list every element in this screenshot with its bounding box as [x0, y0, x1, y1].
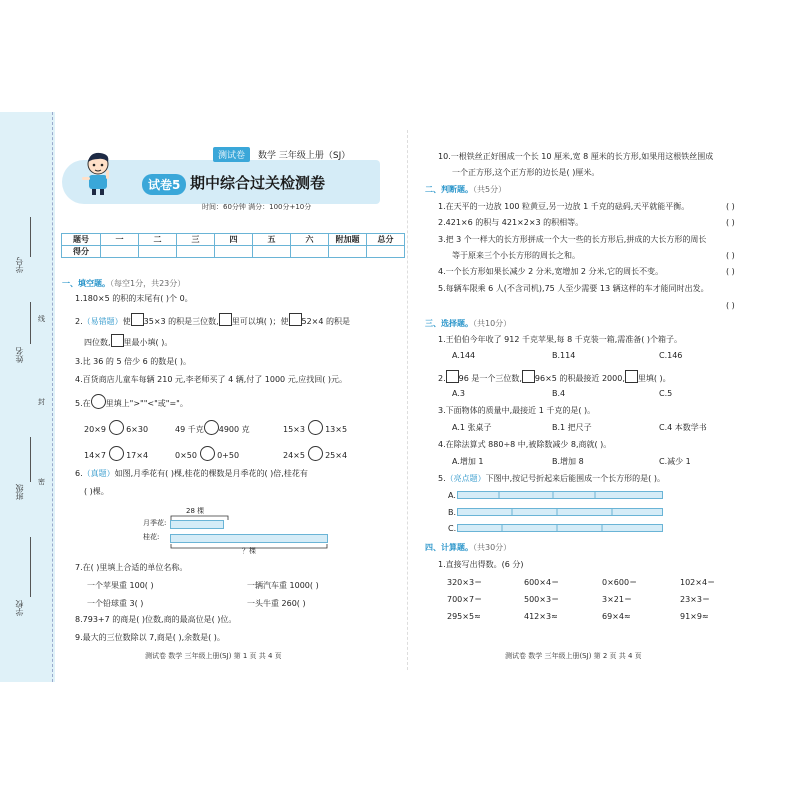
- q-text: 52×4 的积是: [301, 317, 351, 326]
- compare-left: 20×9: [84, 425, 106, 434]
- question-7: 7.在( )里填上合适的单位名称。: [75, 563, 188, 572]
- calc-item[interactable]: 320×3＝: [447, 578, 483, 587]
- rose-bar: [170, 520, 224, 529]
- table-cell: 六: [291, 234, 329, 246]
- question-10-cont: 一个正方形,这个正方形的边长是( )厘米。: [452, 168, 600, 177]
- judge-answer[interactable]: ( ): [726, 218, 735, 227]
- q-text: 里可以填( )；使: [231, 317, 289, 326]
- section-note: （共10分）: [473, 319, 512, 328]
- compare-row: [283, 446, 347, 461]
- page-footer: 测试卷 数学 三年级上册(SJ) 第 1 页 共 4 页: [145, 652, 282, 660]
- question-4: 4.百货商店儿童车每辆 210 元,李老师买了 4 辆,付了 1000 元,应找回( )元。: [75, 375, 348, 384]
- choice-1: 1.王伯伯今年收了 912 千克苹果,每 8 千克装一箱,需准备( )个箱子。: [438, 335, 683, 344]
- question-2-cont: [84, 334, 172, 348]
- q-text: 里填上">""<"或"="。: [105, 399, 188, 408]
- unit-item: 一头牛重 260( ): [247, 599, 306, 608]
- fold-strip-c: [457, 524, 663, 533]
- calc-item[interactable]: 23×3＝: [680, 595, 710, 604]
- answer-box[interactable]: [446, 370, 459, 383]
- section-choice: [425, 318, 511, 329]
- judge-item-cont: 等于原来三个小长方形的周长之和。: [452, 251, 580, 260]
- question-8: 8.793+7 的商是( )位数,商的最高位是( )位。: [75, 615, 237, 624]
- choice-option[interactable]: C.146: [659, 351, 683, 360]
- choice-option[interactable]: C.4 本数学书: [659, 423, 707, 432]
- seal-mark-secret: 密: [38, 478, 45, 486]
- choice-3: 3.下面物体的质量中,最接近 1 千克的是( )。: [438, 406, 596, 415]
- unit-item: 一个铅球重 3( ): [87, 599, 144, 608]
- q-text: 里填( )。: [637, 374, 671, 383]
- table-cell: 总分: [367, 234, 405, 246]
- fold-strip-a: [457, 491, 663, 500]
- strip-option-label[interactable]: C.: [448, 524, 457, 533]
- school-label: 学校: [15, 600, 24, 616]
- section-note: （共5分）: [473, 185, 507, 194]
- compare-circle[interactable]: [308, 446, 323, 461]
- section-title: 一、填空题。: [62, 279, 110, 288]
- question-1: 1.180×5 的积的末尾有( )个 0。: [75, 294, 193, 303]
- compare-circle[interactable]: [91, 394, 106, 409]
- highlight-tag: （亮点题）: [445, 474, 486, 483]
- calc-item[interactable]: 295×5≈: [447, 612, 481, 621]
- q-text: 5.在: [75, 399, 91, 408]
- section-judgement: [425, 184, 506, 195]
- calc-item[interactable]: 412×3≈: [524, 612, 558, 621]
- judge-answer[interactable]: ( ): [726, 267, 735, 276]
- q-text: 四位数,: [84, 338, 111, 347]
- score-table-score-row: [62, 246, 405, 258]
- score-input-cell[interactable]: [291, 246, 329, 258]
- compare-circle[interactable]: [109, 446, 124, 461]
- table-cell: 一: [101, 234, 139, 246]
- table-cell: 二: [139, 234, 177, 246]
- calc-item[interactable]: 91×9≈: [680, 612, 709, 621]
- compare-left: 49 千克: [175, 425, 204, 434]
- strip-option-label[interactable]: B.: [448, 508, 457, 517]
- compare-circle[interactable]: [109, 420, 124, 435]
- compare-row: [84, 446, 148, 461]
- section-title: 四、计算题。: [425, 543, 473, 552]
- error-prone-tag: （易错题）: [82, 317, 123, 326]
- q-text: 下图中,按记号折起来后能围成一个长方形的是( )。: [485, 474, 665, 483]
- page-divider: [407, 130, 408, 670]
- answer-box[interactable]: [131, 313, 144, 326]
- compare-right: 6×30: [126, 425, 149, 434]
- table-cell: 四: [215, 234, 253, 246]
- table-cell: 题号: [62, 234, 101, 246]
- judge-answer[interactable]: ( ): [726, 251, 735, 260]
- student-name-label: 姓名: [15, 347, 24, 363]
- compare-left: 15×3: [283, 425, 305, 434]
- q-text: 35×3 的积是三位数,: [143, 317, 219, 326]
- paper-title: 期中综合过关检测卷: [190, 174, 326, 192]
- q-text: 96×5 的积最接近 2000,: [534, 374, 625, 383]
- calc-item[interactable]: 0×600＝: [602, 578, 638, 587]
- score-input-cell[interactable]: [139, 246, 177, 258]
- section-fill-blank: [62, 278, 185, 289]
- fold-strip-b: [457, 508, 663, 517]
- q-number: 2.: [75, 317, 83, 326]
- answer-box[interactable]: [522, 370, 535, 383]
- cut-line: [52, 112, 53, 682]
- score-input-cell[interactable]: [101, 246, 139, 258]
- choice-option[interactable]: B.增加 8: [552, 457, 584, 466]
- paper-number-badge: 试卷5: [142, 174, 186, 195]
- choice-2: [438, 370, 671, 384]
- class-label: 班级: [15, 484, 24, 500]
- student-number-label: 学号: [15, 257, 24, 273]
- subject-label: 数学 三年级上册（SJ）: [258, 151, 351, 161]
- compare-circle[interactable]: [204, 420, 219, 435]
- table-cell: 附加题: [329, 234, 367, 246]
- answer-box[interactable]: [289, 313, 302, 326]
- q-text: 96 是一个三位数,: [458, 374, 522, 383]
- calc-item[interactable]: 102×4＝: [680, 578, 716, 587]
- table-cell: 得分: [62, 246, 101, 258]
- question-3: 3.比 36 的 5 倍少 6 的数是( )。: [75, 357, 192, 366]
- score-input-cell[interactable]: [253, 246, 291, 258]
- score-input-cell[interactable]: [177, 246, 215, 258]
- seal-mark-seal: 封: [38, 398, 45, 406]
- score-input-cell[interactable]: [215, 246, 253, 258]
- judge-item: 1.在天平的一边放 100 粒黄豆,另一边放 1 千克的砝码,天平就能平衡。: [438, 202, 690, 211]
- score-input-cell[interactable]: [367, 246, 405, 258]
- choice-option[interactable]: A.增加 1: [452, 457, 484, 466]
- score-input-cell[interactable]: [329, 246, 367, 258]
- judge-item: 2.421×6 的积与 421×2×3 的积相等。: [438, 218, 584, 227]
- section-title: 二、判断题。: [425, 185, 473, 194]
- section-calculation: [425, 542, 511, 553]
- judge-item: 5.每辆车限乘 6 人(不含司机),75 人至少需要 13 辆这样的车才能同时出发。: [438, 284, 709, 293]
- answer-box[interactable]: [625, 370, 638, 383]
- student-mascot-icon: [80, 150, 116, 196]
- q-number: 5.: [438, 474, 446, 483]
- answer-box[interactable]: [111, 334, 124, 347]
- osmanthus-label: 桂花:: [143, 533, 160, 541]
- judge-item: 3.把 3 个一样大的长方形拼成一个大一些的长方形后,拼成的大长方形的周长: [438, 235, 707, 244]
- choice-option[interactable]: B.1 把尺子: [552, 423, 592, 432]
- compare-circle[interactable]: [308, 420, 323, 435]
- compare-right: 17×4: [126, 451, 149, 460]
- osmanthus-bar: [170, 534, 328, 543]
- rose-label: 月季花:: [143, 519, 167, 527]
- q-number: 6.: [75, 469, 83, 478]
- question-5: [75, 394, 188, 409]
- real-exam-tag: （真题）: [82, 469, 115, 478]
- table-cell: 五: [253, 234, 291, 246]
- calc-item[interactable]: 3×21＝: [602, 595, 632, 604]
- compare-left: 14×7: [84, 451, 106, 460]
- rose-count-label: 28 棵: [186, 507, 205, 515]
- compare-right: 0+50: [217, 451, 240, 460]
- section-note: （每空1分，共23分）: [110, 279, 186, 288]
- osmanthus-count-label: ？棵: [242, 547, 256, 555]
- choice-option[interactable]: A.1 张桌子: [452, 423, 492, 432]
- compare-row: [175, 446, 239, 461]
- time-score-info: 时间：60分钟 满分：100分+10分: [202, 203, 312, 211]
- choice-option[interactable]: C.减少 1: [659, 457, 691, 466]
- score-table-header-row: [62, 234, 405, 246]
- judge-item: 4.一个长方形如果长减少 2 分米,宽增加 2 分米,它的周长不变。: [438, 267, 664, 276]
- calc-item[interactable]: 69×4≈: [602, 612, 631, 621]
- page-footer: 测试卷 数学 三年级上册(SJ) 第 2 页 共 4 页: [505, 652, 642, 660]
- strip-option-label[interactable]: A.: [448, 491, 456, 500]
- q-text: 使: [122, 317, 131, 326]
- choice-4: 4.在除法算式 880÷8 中,被除数减少 8,商就( )。: [438, 440, 612, 449]
- calc-instruction: 1.直接写出得数。(6 分): [438, 560, 524, 569]
- question-6: [75, 468, 308, 479]
- test-tag: 测试卷: [213, 147, 250, 162]
- compare-circle[interactable]: [200, 446, 215, 461]
- binding-strip: [0, 112, 55, 682]
- question-2: [75, 313, 350, 327]
- seal-mark-line: 线: [38, 315, 45, 323]
- choice-option[interactable]: B.4: [552, 389, 566, 398]
- unit-item: 一辆汽车重 1000( ): [247, 581, 319, 590]
- score-table: [61, 233, 405, 258]
- calc-item[interactable]: 700×7＝: [447, 595, 483, 604]
- compare-right: 13×5: [325, 425, 348, 434]
- compare-left: 0×50: [175, 451, 197, 460]
- section-title: 三、选择题。: [425, 319, 473, 328]
- answer-box[interactable]: [219, 313, 232, 326]
- choice-option[interactable]: A.3: [452, 389, 465, 398]
- question-10: 10.一根铁丝正好围成一个长 10 厘米,宽 8 厘米的长方形,如果用这根铁丝围成: [438, 152, 714, 161]
- compare-row: [84, 420, 148, 435]
- compare-row: [175, 420, 250, 435]
- compare-row: [283, 420, 347, 435]
- calc-item[interactable]: 600×4＝: [524, 578, 560, 587]
- choice-option[interactable]: B.114: [552, 351, 576, 360]
- q-text: 里最小填( )。: [123, 338, 173, 347]
- calc-item[interactable]: 500×3＝: [524, 595, 560, 604]
- section-note: （共30分）: [473, 543, 512, 552]
- q-number: 2.: [438, 374, 446, 383]
- q-text: 如图,月季花有( )棵,桂花的棵数是月季花的( )倍,桂花有: [114, 469, 308, 478]
- unit-item: 一个苹果重 100( ): [87, 581, 154, 590]
- question-9: 9.最大的三位数除以 7,商是( ),余数是( )。: [75, 633, 225, 642]
- table-cell: 三: [177, 234, 215, 246]
- compare-right: 4900 克: [218, 425, 250, 434]
- question-6-cont: ( )棵。: [84, 487, 109, 496]
- compare-right: 25×4: [325, 451, 348, 460]
- choice-5: [438, 473, 665, 484]
- judge-answer[interactable]: ( ): [726, 301, 735, 310]
- choice-option[interactable]: A.144: [452, 351, 476, 360]
- choice-option[interactable]: C.5: [659, 389, 673, 398]
- judge-answer[interactable]: ( ): [726, 202, 735, 211]
- compare-left: 24×5: [283, 451, 305, 460]
